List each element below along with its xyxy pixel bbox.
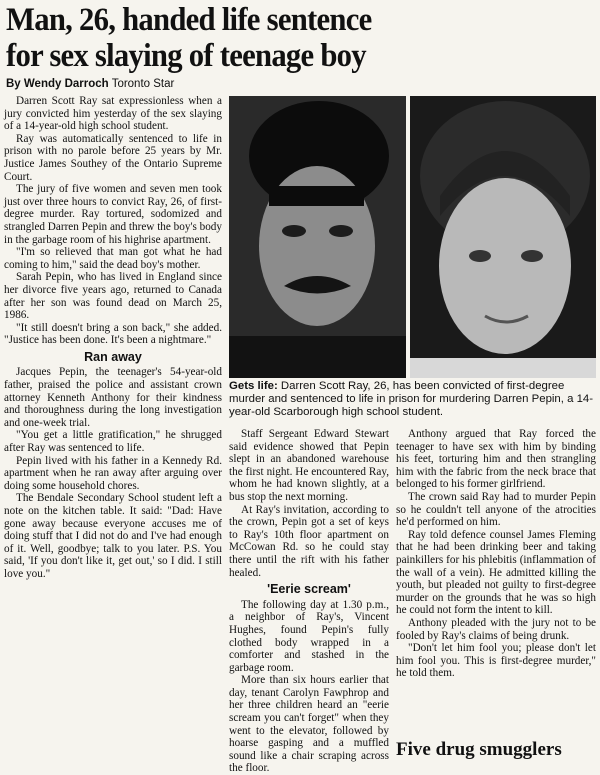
paragraph: The Bendale Secondary School student left a note on the kitchen table. It said: "Dad: Have gone away because everyone accuses me of doing stuff that I did not do and I've had enough of it. Well, goodbye; talk to you later. P.S. You said, 'If you don't like it, get out,' so I did. I still love you." — [4, 492, 222, 580]
paragraph: More than six hours earlier that day, tenant Carolyn Fawphrop and her three children heard an "eerie scream you can't forget" when they went to the elevator, followed by hoarse gasping and a muffled sound like a chair scraping across the floor. — [229, 674, 389, 775]
portrait-man-image — [229, 96, 406, 378]
headline — [6, 2, 555, 74]
paragraph: Ray was automatically sentenced to life in prison with no parole before 25 years by Mr. Justice James Southey of the Ontario Supreme Court. — [4, 132, 222, 183]
next-article-headline: Five drug smugglers — [396, 739, 562, 760]
subhead-eerie-scream: 'Eerie scream' — [267, 582, 351, 597]
paragraph: The jury of five women and seven men took just over three hours to convict Ray, 26, of first-degree murder. Ray tortured, sodomized and strangled Darren Pepin and threw the boy's body in the garbage room of his highrise apartment. — [4, 183, 222, 246]
byline — [6, 78, 174, 90]
paragraph: Jacques Pepin, the teenager's 54-year-old father, praised the police and assistant crown attorney Kenneth Anthony for their kindness and thoroughness during the long investigation and one-week trial. — [4, 366, 222, 429]
paragraph: "Don't let him fool you; please don't let him fool you. This is first-degree murder," he told them. — [396, 642, 596, 680]
caption-text: Darren Scott Ray, 26, has been convicted of first-degree murder and sentenced to life in prison for murdering Darren Pepin, a 14-year-old Scarborough high school student. — [229, 380, 594, 419]
paragraph: "I'm so relieved that man got what he had coming to him," said the dead boy's mother. — [4, 246, 222, 271]
paragraph: The following day at 1.30 p.m., a neighbor of Ray's, Vincent Hughes, found Pepin's fully clothed body wrapped in a comforter and stashed in the garbage room. — [229, 598, 389, 674]
paragraph: "You get a little gratification," he shrugged after Ray was sentenced to life. — [4, 429, 222, 455]
photo-caption — [229, 380, 596, 420]
article-column-1 — [4, 95, 222, 755]
article-column-3 — [396, 428, 596, 755]
paragraph: Sarah Pepin, who has lived in England since her divorce five years ago, returned to Canada after her son was found dead on March 25, 1986. — [4, 271, 222, 322]
portrait-boy-photo — [410, 96, 596, 378]
paragraph: At Ray's invitation, according to the crown, Pepin got a set of keys to Ray's 10th floor apartment on McCowan Rd. so he could stay there until the rift with his father healed. — [229, 503, 389, 579]
paragraph: The crown said Ray had to murder Pepin so he couldn't tell anyone of the atrocities he'd performed on him. — [396, 490, 596, 529]
paragraph: "It still doesn't bring a son back," she added. "Justice has been done. It's been a nightmare." — [4, 321, 222, 347]
byline-outlet: Toronto Star — [111, 78, 175, 90]
byline-author: By Wendy Darroch — [6, 78, 109, 90]
paragraph: Staff Sergeant Edward Stewart said evidence showed that Pepin slept in an abandoned warehouse the first night. He encountered Ray, whom he had known slightly, at a bus stop the next morning. — [229, 428, 389, 503]
paragraph: Ray told defence counsel James Fleming that he had been drinking beer and taking painkillers for his phlebitis (inflammation of the wall of a vein). He admitted killing the youth, but pleaded not guilty to first-degree murder on the grounds that he was so high he could not form the intent to kill. — [396, 528, 596, 617]
paragraph: Anthony argued that Ray forced the teenager to have sex with him by binding his feet, torturing him and then strangling him with the fabric from the neck brace that belonged to his former girlfriend. — [396, 428, 596, 491]
paragraph: Pepin lived with his father in a Kennedy Rd. apartment when he ran away after arguing over doing some household chores. — [4, 454, 222, 492]
portrait-boy-image — [410, 96, 596, 378]
headline-line-2: for sex slaying of teenage boy — [6, 38, 366, 74]
subhead-ran-away: Ran away — [84, 349, 142, 364]
paragraph: Darren Scott Ray sat expressionless when a jury convicted him yesterday of the sex slaying of a 14-year-old high school student. — [4, 95, 222, 133]
portrait-man-photo — [229, 96, 406, 378]
article-column-2 — [229, 428, 389, 775]
caption-lead: Gets life: — [229, 380, 278, 392]
headline-line-1: Man, 26, handed life sentence — [6, 2, 372, 38]
paragraph: Anthony pleaded with the jury not to be fooled by Ray's claims of being drunk. — [396, 616, 596, 642]
